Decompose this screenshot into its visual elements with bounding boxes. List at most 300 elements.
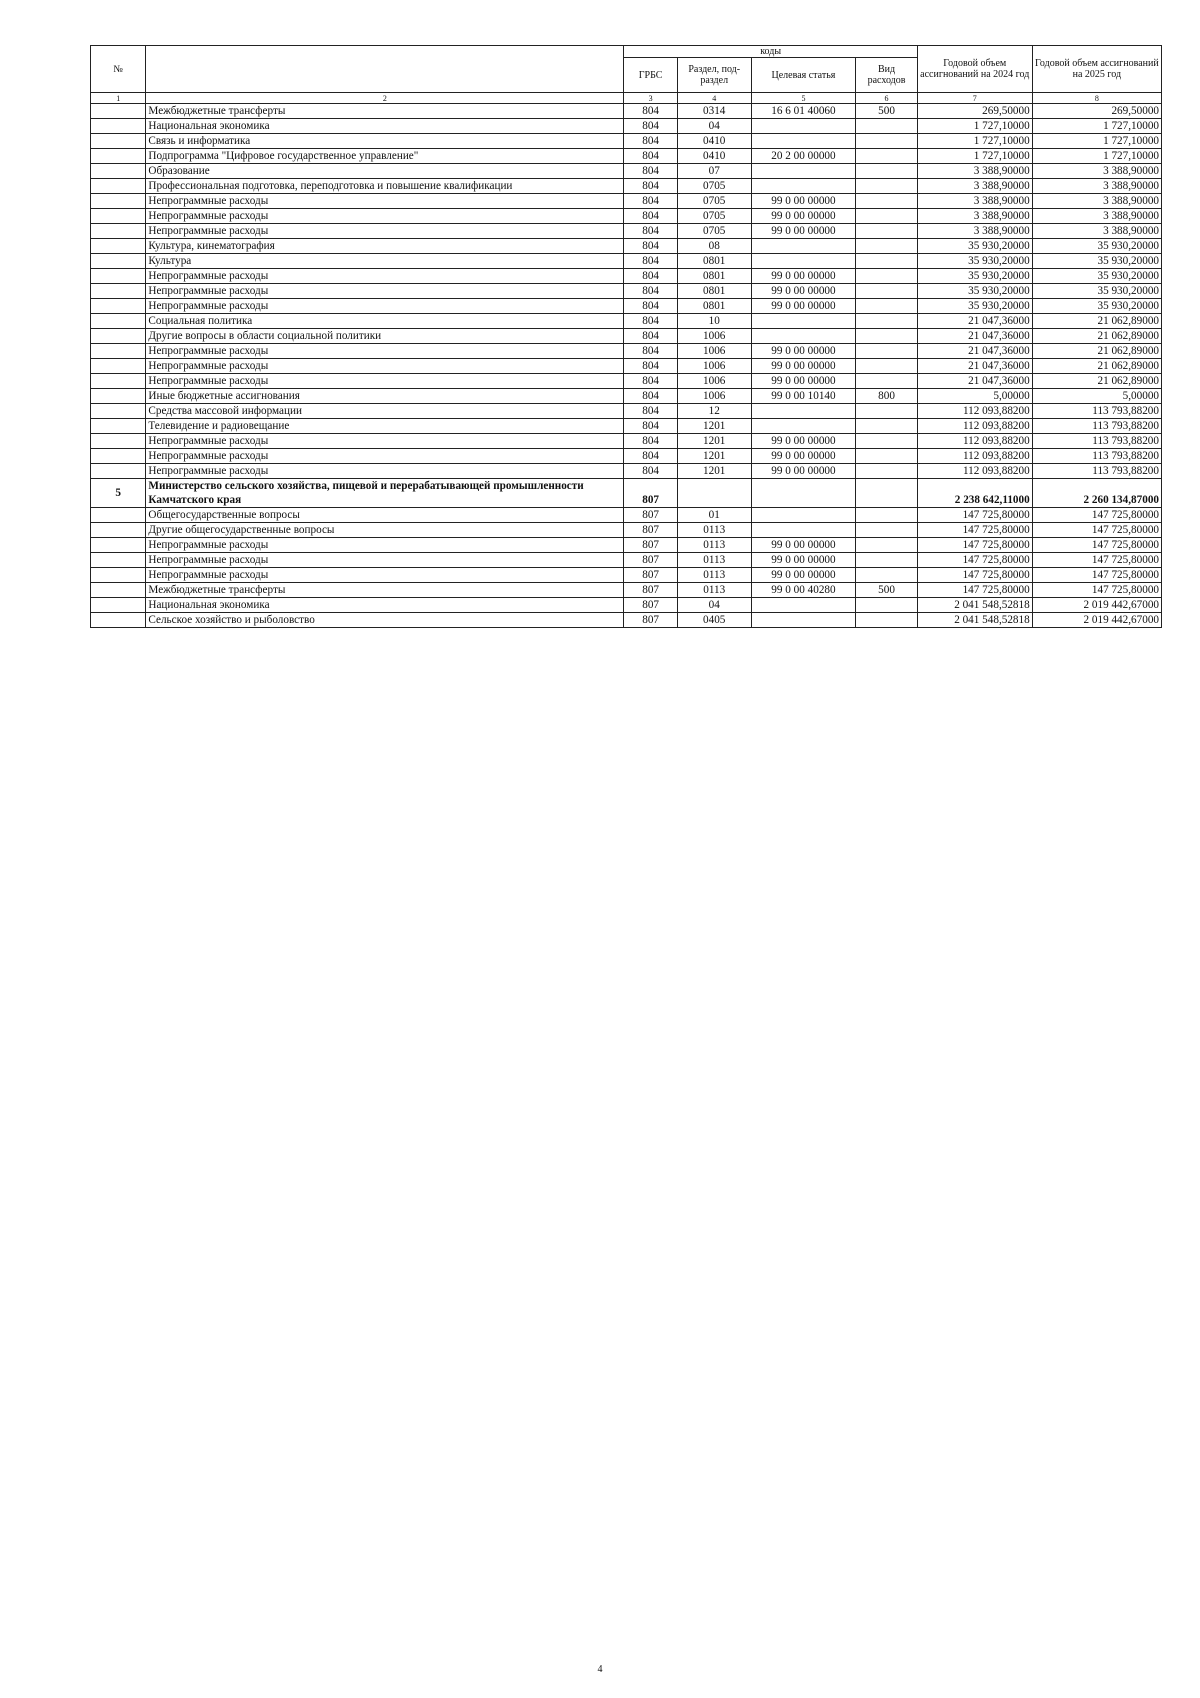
row-grbs: 804 bbox=[624, 119, 677, 134]
row-target-article: 99 0 00 00000 bbox=[751, 449, 856, 464]
row-amount-2025: 147 725,80000 bbox=[1032, 553, 1161, 568]
table-row bbox=[91, 553, 1162, 568]
row-amount-2025: 147 725,80000 bbox=[1032, 523, 1161, 538]
row-index bbox=[91, 598, 146, 613]
row-name: Средства массовой информации bbox=[146, 404, 624, 419]
row-name: Непрограммные расходы bbox=[146, 464, 624, 479]
row-name: Непрограммные расходы bbox=[146, 434, 624, 449]
row-amount-2025: 5,00000 bbox=[1032, 389, 1161, 404]
table-row bbox=[91, 149, 1162, 164]
row-amount-2025: 35 930,20000 bbox=[1032, 254, 1161, 269]
row-index bbox=[91, 329, 146, 344]
row-section: 1201 bbox=[677, 419, 751, 434]
table-row bbox=[91, 134, 1162, 149]
header-2025: Годовой объем ассигнований на 2025 год bbox=[1032, 46, 1161, 93]
row-expense-kind bbox=[856, 613, 918, 628]
row-index bbox=[91, 104, 146, 119]
row-section: 0705 bbox=[677, 224, 751, 239]
row-target-article bbox=[751, 404, 856, 419]
row-amount-2024: 112 093,88200 bbox=[917, 449, 1032, 464]
row-index bbox=[91, 119, 146, 134]
header-target: Целевая статья bbox=[751, 58, 856, 93]
row-target-article bbox=[751, 508, 856, 523]
row-name: Непрограммные расходы bbox=[146, 209, 624, 224]
row-grbs: 804 bbox=[624, 254, 677, 269]
row-grbs: 804 bbox=[624, 374, 677, 389]
row-amount-2025: 113 793,88200 bbox=[1032, 464, 1161, 479]
row-name: Связь и информатика bbox=[146, 134, 624, 149]
table-row bbox=[91, 299, 1162, 314]
row-amount-2024: 35 930,20000 bbox=[917, 284, 1032, 299]
row-name: Непрограммные расходы bbox=[146, 284, 624, 299]
column-number-cell: 8 bbox=[1032, 93, 1161, 104]
table-row bbox=[91, 359, 1162, 374]
row-amount-2025: 3 388,90000 bbox=[1032, 194, 1161, 209]
row-index bbox=[91, 254, 146, 269]
row-name: Непрограммные расходы bbox=[146, 538, 624, 553]
row-grbs: 804 bbox=[624, 449, 677, 464]
column-number-cell: 1 bbox=[91, 93, 146, 104]
table-row bbox=[91, 119, 1162, 134]
row-expense-kind bbox=[856, 344, 918, 359]
row-amount-2025: 1 727,10000 bbox=[1032, 134, 1161, 149]
row-section: 04 bbox=[677, 598, 751, 613]
row-index bbox=[91, 314, 146, 329]
row-amount-2024: 147 725,80000 bbox=[917, 568, 1032, 583]
row-expense-kind bbox=[856, 194, 918, 209]
row-grbs: 804 bbox=[624, 464, 677, 479]
table-row bbox=[91, 583, 1162, 598]
row-amount-2024: 35 930,20000 bbox=[917, 299, 1032, 314]
row-amount-2025: 35 930,20000 bbox=[1032, 284, 1161, 299]
table-row bbox=[91, 523, 1162, 538]
row-section: 07 bbox=[677, 164, 751, 179]
table-row bbox=[91, 538, 1162, 553]
row-index bbox=[91, 389, 146, 404]
table-body bbox=[91, 104, 1162, 628]
row-index bbox=[91, 434, 146, 449]
row-section: 1201 bbox=[677, 434, 751, 449]
row-name: Другие вопросы в области социальной политики bbox=[146, 329, 624, 344]
row-expense-kind bbox=[856, 464, 918, 479]
row-amount-2024: 1 727,10000 bbox=[917, 119, 1032, 134]
row-expense-kind bbox=[856, 359, 918, 374]
row-amount-2024: 112 093,88200 bbox=[917, 434, 1032, 449]
table-row bbox=[91, 508, 1162, 523]
row-grbs: 804 bbox=[624, 329, 677, 344]
table-row bbox=[91, 389, 1162, 404]
row-index: 5 bbox=[91, 479, 146, 508]
row-amount-2024: 21 047,36000 bbox=[917, 344, 1032, 359]
row-index bbox=[91, 553, 146, 568]
header-section: Раздел, под-раздел bbox=[677, 58, 751, 93]
row-section: 1006 bbox=[677, 344, 751, 359]
row-target-article bbox=[751, 164, 856, 179]
row-amount-2025: 3 388,90000 bbox=[1032, 209, 1161, 224]
row-amount-2025: 147 725,80000 bbox=[1032, 583, 1161, 598]
table-row bbox=[91, 464, 1162, 479]
row-target-article: 99 0 00 00000 bbox=[751, 224, 856, 239]
row-grbs: 807 bbox=[624, 553, 677, 568]
row-name: Межбюджетные трансферты bbox=[146, 104, 624, 119]
row-target-article bbox=[751, 254, 856, 269]
row-amount-2024: 2 041 548,52818 bbox=[917, 613, 1032, 628]
row-name: Культура bbox=[146, 254, 624, 269]
row-index bbox=[91, 164, 146, 179]
row-amount-2024: 21 047,36000 bbox=[917, 314, 1032, 329]
row-expense-kind bbox=[856, 224, 918, 239]
row-expense-kind bbox=[856, 598, 918, 613]
row-amount-2025: 3 388,90000 bbox=[1032, 179, 1161, 194]
row-grbs: 804 bbox=[624, 149, 677, 164]
row-amount-2024: 5,00000 bbox=[917, 389, 1032, 404]
row-target-article bbox=[751, 179, 856, 194]
row-amount-2025: 1 727,10000 bbox=[1032, 119, 1161, 134]
row-section: 1006 bbox=[677, 374, 751, 389]
row-section: 0801 bbox=[677, 299, 751, 314]
row-section: 0113 bbox=[677, 553, 751, 568]
header-kind: Вид расходов bbox=[856, 58, 918, 93]
row-grbs: 807 bbox=[624, 598, 677, 613]
row-grbs: 804 bbox=[624, 179, 677, 194]
row-amount-2025: 21 062,89000 bbox=[1032, 344, 1161, 359]
header-codes: коды bbox=[624, 46, 917, 58]
row-section: 0705 bbox=[677, 209, 751, 224]
table-row bbox=[91, 344, 1162, 359]
row-name: Социальная политика bbox=[146, 314, 624, 329]
column-number-cell: 2 bbox=[146, 93, 624, 104]
row-name: Образование bbox=[146, 164, 624, 179]
row-index bbox=[91, 419, 146, 434]
table-row bbox=[91, 613, 1162, 628]
row-expense-kind bbox=[856, 404, 918, 419]
row-target-article: 99 0 00 00000 bbox=[751, 344, 856, 359]
table-row bbox=[91, 479, 1162, 508]
row-amount-2024: 3 388,90000 bbox=[917, 209, 1032, 224]
row-index bbox=[91, 299, 146, 314]
row-grbs: 804 bbox=[624, 359, 677, 374]
row-section: 0113 bbox=[677, 538, 751, 553]
row-index bbox=[91, 284, 146, 299]
row-amount-2025: 1 727,10000 bbox=[1032, 149, 1161, 164]
row-expense-kind bbox=[856, 284, 918, 299]
row-amount-2025: 35 930,20000 bbox=[1032, 269, 1161, 284]
row-grbs: 804 bbox=[624, 134, 677, 149]
row-expense-kind bbox=[856, 329, 918, 344]
row-index bbox=[91, 464, 146, 479]
row-section: 0405 bbox=[677, 613, 751, 628]
row-name: Подпрограмма "Цифровое государственное управление" bbox=[146, 149, 624, 164]
table-row bbox=[91, 254, 1162, 269]
row-amount-2024: 147 725,80000 bbox=[917, 523, 1032, 538]
row-expense-kind bbox=[856, 314, 918, 329]
table-row bbox=[91, 209, 1162, 224]
row-target-article bbox=[751, 314, 856, 329]
row-section: 0113 bbox=[677, 523, 751, 538]
row-grbs: 807 bbox=[624, 538, 677, 553]
row-index bbox=[91, 359, 146, 374]
row-expense-kind bbox=[856, 508, 918, 523]
row-target-article: 99 0 00 00000 bbox=[751, 299, 856, 314]
column-number-cell: 6 bbox=[856, 93, 918, 104]
row-name: Телевидение и радиовещание bbox=[146, 419, 624, 434]
row-index bbox=[91, 449, 146, 464]
row-expense-kind: 500 bbox=[856, 104, 918, 119]
row-target-article: 99 0 00 00000 bbox=[751, 269, 856, 284]
row-target-article: 99 0 00 00000 bbox=[751, 194, 856, 209]
row-section: 12 bbox=[677, 404, 751, 419]
row-grbs: 804 bbox=[624, 434, 677, 449]
row-target-article bbox=[751, 479, 856, 508]
row-amount-2024: 147 725,80000 bbox=[917, 538, 1032, 553]
row-grbs: 804 bbox=[624, 389, 677, 404]
table-row bbox=[91, 284, 1162, 299]
row-grbs: 804 bbox=[624, 419, 677, 434]
row-index bbox=[91, 538, 146, 553]
row-grbs: 804 bbox=[624, 299, 677, 314]
row-grbs: 804 bbox=[624, 284, 677, 299]
row-index bbox=[91, 194, 146, 209]
row-grbs: 807 bbox=[624, 508, 677, 523]
row-target-article: 99 0 00 00000 bbox=[751, 538, 856, 553]
column-number-cell: 4 bbox=[677, 93, 751, 104]
row-expense-kind bbox=[856, 568, 918, 583]
row-name: Непрограммные расходы bbox=[146, 269, 624, 284]
row-grbs: 807 bbox=[624, 568, 677, 583]
row-grbs: 807 bbox=[624, 613, 677, 628]
row-name: Непрограммные расходы bbox=[146, 344, 624, 359]
row-index bbox=[91, 209, 146, 224]
row-index bbox=[91, 179, 146, 194]
row-expense-kind bbox=[856, 449, 918, 464]
row-index bbox=[91, 583, 146, 598]
row-amount-2025: 147 725,80000 bbox=[1032, 508, 1161, 523]
row-expense-kind: 500 bbox=[856, 583, 918, 598]
table-row bbox=[91, 194, 1162, 209]
row-section: 0705 bbox=[677, 179, 751, 194]
row-index bbox=[91, 374, 146, 389]
row-amount-2024: 112 093,88200 bbox=[917, 404, 1032, 419]
row-section: 04 bbox=[677, 119, 751, 134]
row-target-article: 20 2 00 00000 bbox=[751, 149, 856, 164]
row-amount-2024: 3 388,90000 bbox=[917, 194, 1032, 209]
row-amount-2025: 21 062,89000 bbox=[1032, 374, 1161, 389]
header-grbs: ГРБС bbox=[624, 58, 677, 93]
column-number-cell: 5 bbox=[751, 93, 856, 104]
row-amount-2024: 2 041 548,52818 bbox=[917, 598, 1032, 613]
page-number: 4 bbox=[597, 1664, 603, 1675]
row-section: 01 bbox=[677, 508, 751, 523]
row-amount-2025: 2 019 442,67000 bbox=[1032, 613, 1161, 628]
row-amount-2024: 147 725,80000 bbox=[917, 583, 1032, 598]
row-amount-2025: 113 793,88200 bbox=[1032, 404, 1161, 419]
row-amount-2025: 21 062,89000 bbox=[1032, 359, 1161, 374]
row-grbs: 807 bbox=[624, 479, 677, 508]
row-amount-2024: 21 047,36000 bbox=[917, 329, 1032, 344]
row-amount-2025: 21 062,89000 bbox=[1032, 329, 1161, 344]
row-amount-2025: 35 930,20000 bbox=[1032, 239, 1161, 254]
column-number-row bbox=[91, 93, 1162, 104]
row-target-article: 99 0 00 00000 bbox=[751, 464, 856, 479]
row-amount-2024: 35 930,20000 bbox=[917, 239, 1032, 254]
row-index bbox=[91, 269, 146, 284]
header-num: № bbox=[91, 46, 146, 93]
row-grbs: 807 bbox=[624, 523, 677, 538]
row-section: 0314 bbox=[677, 104, 751, 119]
row-name: Национальная экономика bbox=[146, 598, 624, 613]
row-amount-2025: 113 793,88200 bbox=[1032, 434, 1161, 449]
table-row bbox=[91, 179, 1162, 194]
row-expense-kind bbox=[856, 149, 918, 164]
row-target-article: 99 0 00 00000 bbox=[751, 568, 856, 583]
row-amount-2024: 147 725,80000 bbox=[917, 553, 1032, 568]
row-amount-2024: 1 727,10000 bbox=[917, 149, 1032, 164]
table-row bbox=[91, 329, 1162, 344]
row-name: Национальная экономика bbox=[146, 119, 624, 134]
row-index bbox=[91, 239, 146, 254]
row-expense-kind bbox=[856, 269, 918, 284]
row-name: Иные бюджетные ассигнования bbox=[146, 389, 624, 404]
row-amount-2024: 35 930,20000 bbox=[917, 269, 1032, 284]
row-section: 0113 bbox=[677, 583, 751, 598]
row-section bbox=[677, 479, 751, 508]
row-target-article: 16 6 01 40060 bbox=[751, 104, 856, 119]
row-name: Другие общегосударственные вопросы bbox=[146, 523, 624, 538]
row-expense-kind: 800 bbox=[856, 389, 918, 404]
row-name: Непрограммные расходы bbox=[146, 553, 624, 568]
row-name: Общегосударственные вопросы bbox=[146, 508, 624, 523]
row-name: Непрограммные расходы bbox=[146, 374, 624, 389]
row-amount-2025: 2 260 134,87000 bbox=[1032, 479, 1161, 508]
table-row bbox=[91, 224, 1162, 239]
row-section: 1006 bbox=[677, 359, 751, 374]
row-target-article: 99 0 00 00000 bbox=[751, 374, 856, 389]
row-expense-kind bbox=[856, 179, 918, 194]
row-amount-2025: 3 388,90000 bbox=[1032, 164, 1161, 179]
row-target-article: 99 0 00 10140 bbox=[751, 389, 856, 404]
table-row bbox=[91, 568, 1162, 583]
row-expense-kind bbox=[856, 538, 918, 553]
row-grbs: 807 bbox=[624, 583, 677, 598]
row-section: 0801 bbox=[677, 254, 751, 269]
row-amount-2025: 35 930,20000 bbox=[1032, 299, 1161, 314]
budget-table-sheet bbox=[90, 45, 1162, 628]
row-target-article bbox=[751, 239, 856, 254]
row-grbs: 804 bbox=[624, 104, 677, 119]
row-grbs: 804 bbox=[624, 209, 677, 224]
row-amount-2024: 3 388,90000 bbox=[917, 179, 1032, 194]
row-amount-2024: 269,50000 bbox=[917, 104, 1032, 119]
row-grbs: 804 bbox=[624, 404, 677, 419]
row-amount-2025: 2 019 442,67000 bbox=[1032, 598, 1161, 613]
row-name: Непрограммные расходы bbox=[146, 359, 624, 374]
row-amount-2025: 3 388,90000 bbox=[1032, 224, 1161, 239]
table-row bbox=[91, 374, 1162, 389]
row-name: Профессиональная подготовка, переподготовка и повышение квалификации bbox=[146, 179, 624, 194]
row-target-article bbox=[751, 119, 856, 134]
row-target-article bbox=[751, 134, 856, 149]
table-row bbox=[91, 419, 1162, 434]
row-name: Непрограммные расходы bbox=[146, 449, 624, 464]
row-amount-2024: 21 047,36000 bbox=[917, 374, 1032, 389]
row-section: 0705 bbox=[677, 194, 751, 209]
row-index bbox=[91, 523, 146, 538]
row-amount-2025: 147 725,80000 bbox=[1032, 538, 1161, 553]
table-row bbox=[91, 314, 1162, 329]
table-row bbox=[91, 239, 1162, 254]
table-row bbox=[91, 434, 1162, 449]
row-amount-2024: 3 388,90000 bbox=[917, 164, 1032, 179]
row-grbs: 804 bbox=[624, 164, 677, 179]
row-target-article bbox=[751, 598, 856, 613]
row-amount-2024: 35 930,20000 bbox=[917, 254, 1032, 269]
row-name: Непрограммные расходы bbox=[146, 299, 624, 314]
row-grbs: 804 bbox=[624, 194, 677, 209]
row-target-article: 99 0 00 00000 bbox=[751, 553, 856, 568]
header-2024: Годовой объем ассигнований на 2024 год bbox=[917, 46, 1032, 93]
row-grbs: 804 bbox=[624, 239, 677, 254]
budget-table bbox=[90, 45, 1162, 628]
row-section: 0410 bbox=[677, 134, 751, 149]
row-grbs: 804 bbox=[624, 224, 677, 239]
row-amount-2025: 113 793,88200 bbox=[1032, 449, 1161, 464]
row-amount-2025: 269,50000 bbox=[1032, 104, 1161, 119]
row-target-article: 99 0 00 00000 bbox=[751, 359, 856, 374]
row-expense-kind bbox=[856, 254, 918, 269]
row-expense-kind bbox=[856, 134, 918, 149]
row-expense-kind bbox=[856, 119, 918, 134]
row-index bbox=[91, 134, 146, 149]
row-expense-kind bbox=[856, 164, 918, 179]
column-number-cell: 7 bbox=[917, 93, 1032, 104]
row-name: Непрограммные расходы bbox=[146, 194, 624, 209]
row-amount-2024: 3 388,90000 bbox=[917, 224, 1032, 239]
row-index bbox=[91, 613, 146, 628]
row-index bbox=[91, 344, 146, 359]
row-target-article: 99 0 00 00000 bbox=[751, 434, 856, 449]
row-section: 0410 bbox=[677, 149, 751, 164]
row-grbs: 804 bbox=[624, 314, 677, 329]
row-section: 0801 bbox=[677, 269, 751, 284]
row-index bbox=[91, 224, 146, 239]
row-section: 0113 bbox=[677, 568, 751, 583]
row-name: Межбюджетные трансферты bbox=[146, 583, 624, 598]
row-target-article bbox=[751, 613, 856, 628]
row-expense-kind bbox=[856, 374, 918, 389]
row-amount-2024: 2 238 642,11000 bbox=[917, 479, 1032, 508]
row-index bbox=[91, 404, 146, 419]
row-amount-2025: 147 725,80000 bbox=[1032, 568, 1161, 583]
row-expense-kind bbox=[856, 479, 918, 508]
row-target-article: 99 0 00 40280 bbox=[751, 583, 856, 598]
row-amount-2024: 21 047,36000 bbox=[917, 359, 1032, 374]
table-row bbox=[91, 164, 1162, 179]
row-section: 10 bbox=[677, 314, 751, 329]
row-amount-2025: 113 793,88200 bbox=[1032, 419, 1161, 434]
row-amount-2025: 21 062,89000 bbox=[1032, 314, 1161, 329]
table-row bbox=[91, 598, 1162, 613]
row-expense-kind bbox=[856, 553, 918, 568]
row-amount-2024: 147 725,80000 bbox=[917, 508, 1032, 523]
row-section: 1006 bbox=[677, 329, 751, 344]
row-amount-2024: 112 093,88200 bbox=[917, 419, 1032, 434]
table-row bbox=[91, 404, 1162, 419]
row-index bbox=[91, 149, 146, 164]
row-grbs: 804 bbox=[624, 344, 677, 359]
column-number-cell: 3 bbox=[624, 93, 677, 104]
row-section: 1201 bbox=[677, 449, 751, 464]
table-row bbox=[91, 104, 1162, 119]
